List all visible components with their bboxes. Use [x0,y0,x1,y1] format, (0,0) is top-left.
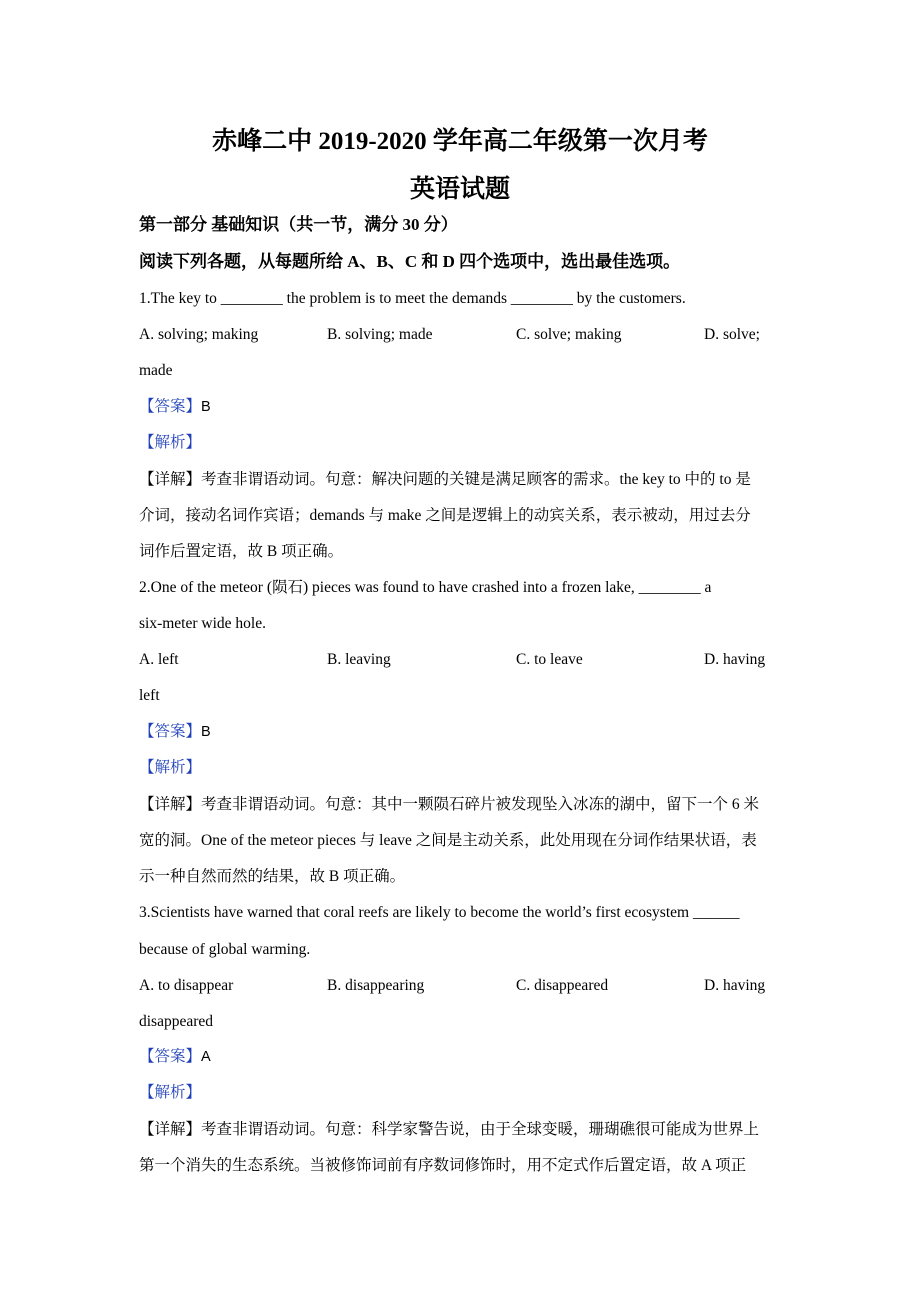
detail-text: 考查非谓语动词。句意：科学家警告说，由于全球变暖，珊瑚礁很可能成为世界上 [201,1121,760,1138]
detail-text: 考查非谓语动词。句意：其中一颗陨石碎片被发现坠入冰冻的湖中，留下一个 6 米 [201,796,760,813]
question-2-stem-line-2: six-meter wide hole. [139,615,266,632]
exam-title: 赤峰二中 2019-2020 学年高二年级第一次月考 [212,128,708,155]
question-3-option-b: B. disappearing [327,977,425,994]
question-3-answer [139,1046,784,1068]
detail-tag: 【详解】 [139,471,202,488]
question-2-stem-line-1: 2.One of the meteor (陨石) pieces was found to have crashed into a frozen lake, ________ a [139,579,712,596]
question-2-option-d: D. having [704,651,766,668]
question-2-answer [139,721,784,743]
question-3-option-a: A. to disappear [139,977,234,994]
question-1-detail-line-1 [139,469,784,491]
question-2-option-c: C. to leave [516,651,583,668]
answer-tag: 【答案】 [139,1048,202,1065]
question-1-option-wrap: made [139,362,173,379]
question-1-detail-line-2: 介词，接动名词作宾语；demands 与 make 之间是逻辑上的动宾关系，表示被动，用过去分 [139,507,751,524]
question-3-stem-line-2: because of global warming. [139,941,311,958]
question-1-option-d: D. solve; [704,326,760,343]
detail-text: 考查非谓语动词。句意：解决问题的关键是满足顾客的需求。the key to 中的 to 是 [201,471,751,488]
question-1-stem: 1.The key to ________ the problem is to meet the demands ________ by the customers. [139,290,686,307]
question-3-option-wrap: disappeared [139,1013,214,1030]
question-2-option-wrap: left [139,687,160,704]
instructions: 阅读下列各题，从每题所给 A、B、C 和 D 四个选项中，选出最佳选项。 [139,252,681,271]
question-1-detail-line-3: 词作后置定语，故 B 项正确。 [139,543,344,560]
question-1-option-b: B. solving; made [327,326,433,343]
answer-tag: 【答案】 [139,398,202,415]
section-heading: 第一部分 基础知识（共一节，满分 30 分） [139,215,458,234]
question-1-option-a: A. solving; making [139,326,259,343]
question-2-detail-line-3: 示一种自然而然的结果，故 B 项正确。 [139,868,406,885]
question-3-detail-line-1 [139,1119,784,1141]
answer-value: B [201,724,211,740]
answer-tag: 【答案】 [139,723,202,740]
question-2-option-b: B. leaving [327,651,391,668]
question-2-option-a: A. left [139,651,179,668]
question-1-answer [139,396,784,418]
question-3-option-d: D. having [704,977,766,994]
question-2-detail-line-1 [139,794,784,816]
question-3-option-c: C. disappeared [516,977,609,994]
answer-value: A [201,1049,211,1065]
question-2-detail-line-2: 宽的洞。One of the meteor pieces 与 leave 之间是主动关系，此处用现在分词作结果状语，表 [139,832,757,849]
question-3-stem-line-1: 3.Scientists have warned that coral reefs are likely to become the world’s first ecosystem ______ [139,904,740,921]
exam-subtitle: 英语试题 [409,176,510,203]
detail-tag: 【详解】 [139,1121,202,1138]
answer-value: B [201,399,211,415]
question-1-option-c: C. solve; making [516,326,622,343]
question-1-analysis-tag: 【解析】 [139,434,202,451]
detail-tag: 【详解】 [139,796,202,813]
question-3-detail-line-2: 第一个消失的生态系统。当被修饰词前有序数词修饰时，用不定式作后置定语，故 A 项正 [139,1157,747,1174]
question-2-analysis-tag: 【解析】 [139,759,202,776]
question-3-analysis-tag: 【解析】 [139,1084,202,1101]
